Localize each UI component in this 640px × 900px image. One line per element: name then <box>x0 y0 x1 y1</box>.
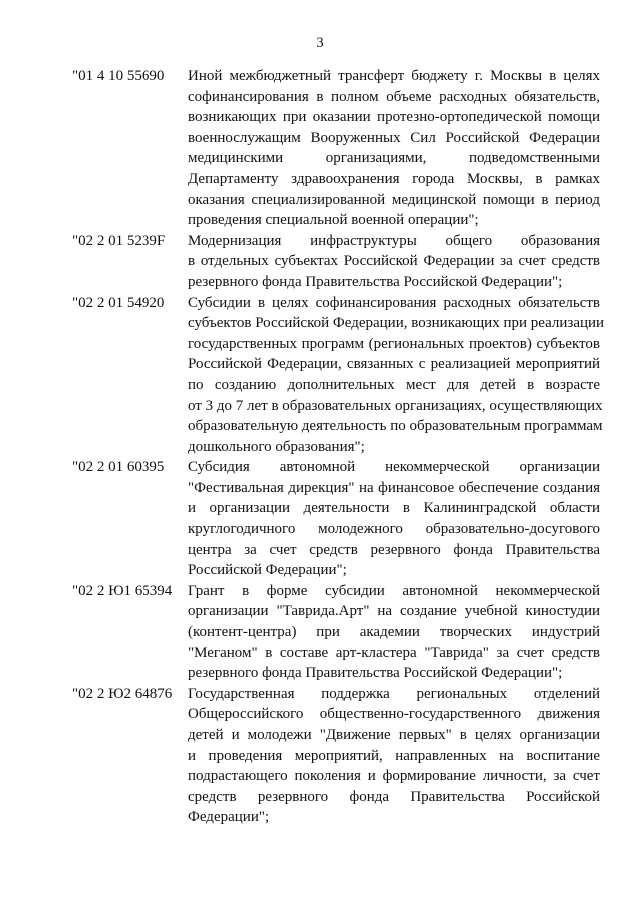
text-line: средств резервного фонда Правительства Российской <box>188 788 600 805</box>
text-line: Российской Федерации, связанных с реализацией мероприятий <box>188 356 600 373</box>
page-number: 3 <box>316 35 324 51</box>
text-line: (контент-центра) при академии творческих индустрий <box>188 624 600 641</box>
entry-02-2-01-54920 <box>0 293 640 458</box>
entry-02-2-Yu1-65394 <box>0 581 640 684</box>
text-line: и проведения мероприятий, направленных на воспитание <box>188 747 600 764</box>
entry-02-2-01-60395 <box>0 457 640 581</box>
budget-code: "02 2 Ю2 64876 <box>72 685 173 702</box>
entry-description <box>188 66 600 231</box>
text-line: Грант в форме субсидии автономной некоммерческой <box>188 582 600 599</box>
budget-code: "02 2 01 60395 <box>72 459 165 476</box>
text-line: Федерации"; <box>188 809 270 826</box>
text-line: по созданию дополнительных мест для детей в возрасте <box>188 376 600 393</box>
text-line: центра за счет средств резервного фонда Правительства <box>188 541 600 558</box>
entry-description <box>188 684 600 828</box>
text-line: субъектов Российской Федерации, возникающих при реализации <box>188 315 605 332</box>
text-line: оказания специализированной медицинской помощи в период <box>188 191 600 208</box>
budget-code: "01 4 10 55690 <box>72 68 165 84</box>
entry-description <box>188 581 600 684</box>
text-line: военнослужащим Вооруженных Сил Российской Федерации <box>188 129 600 146</box>
entry-02-2-01-5239F <box>0 231 640 293</box>
text-line: Модернизация инфраструктуры общего образования <box>188 232 600 249</box>
text-line: подрастающего поколения и формирование личности, за счет <box>188 768 600 785</box>
budget-code: "02 2 Ю1 65394 <box>72 582 173 599</box>
text-line: государственных программ (региональных проектов) субъектов <box>188 335 600 352</box>
text-line: Государственная поддержка региональных отделений <box>188 685 600 702</box>
text-line: Российской Федерации"; <box>188 562 347 579</box>
text-line: от 3 до 7 лет в образовательных организациях, осуществляющих <box>188 397 603 414</box>
text-line: Иной межбюджетный трансферт бюджету г. Москвы в целях <box>188 68 600 84</box>
text-line: Субсидия автономной некоммерческой организации <box>188 459 600 476</box>
text-line: софинансирования в полном объеме расходных обязательств, <box>188 88 600 105</box>
budget-code: "02 2 01 5239F <box>72 232 166 249</box>
text-line: дошкольного образования"; <box>188 438 365 455</box>
text-line: проведения специальной военной операции"; <box>188 212 479 229</box>
text-line: резервного фонда Правительства Российской Федерации"; <box>188 273 563 290</box>
text-line: возникающих при оказании протезно-ортопедической помощи <box>188 109 600 126</box>
text-line: детей и молодежи "Движение первых" в целях организации <box>188 727 600 743</box>
text-line: резервного фонда Правительства Российской Федерации"; <box>188 665 563 682</box>
text-line: и организации деятельности в Калининградской области <box>188 500 600 517</box>
text-line: Департаменту здравоохранения города Москвы, в рамках <box>188 170 600 187</box>
budget-code: "02 2 01 54920 <box>72 294 165 311</box>
text-line: круглогодичного молодежного образовательно-досугового <box>188 521 600 538</box>
text-line: организации "Таврида.Арт" на создание учебной киностудии <box>188 603 600 620</box>
text-line: "Меганом" в составе арт-кластера "Таврида" за счет средств <box>188 644 600 661</box>
entry-description <box>188 293 605 458</box>
text-line: образовательную деятельность по образовательным программам <box>188 418 603 435</box>
text-line: "Фестивальная дирекция" на финансовое обеспечение создания <box>188 479 600 496</box>
text-line: медицинскими организациями, подведомственными <box>188 150 600 167</box>
entry-description <box>188 457 600 581</box>
entry-02-2-Yu2-64876 <box>0 684 640 828</box>
text-line: Общероссийского общественно-государственного движения <box>188 706 600 723</box>
budget-code-list <box>0 66 640 828</box>
text-line: в отдельных субъектах Российской Федерации за счет средств <box>188 253 600 270</box>
entry-01-4-10-55690 <box>0 66 640 231</box>
text-line: Субсидии в целях софинансирования расходных обязательств <box>188 294 600 311</box>
entry-description <box>188 231 600 293</box>
